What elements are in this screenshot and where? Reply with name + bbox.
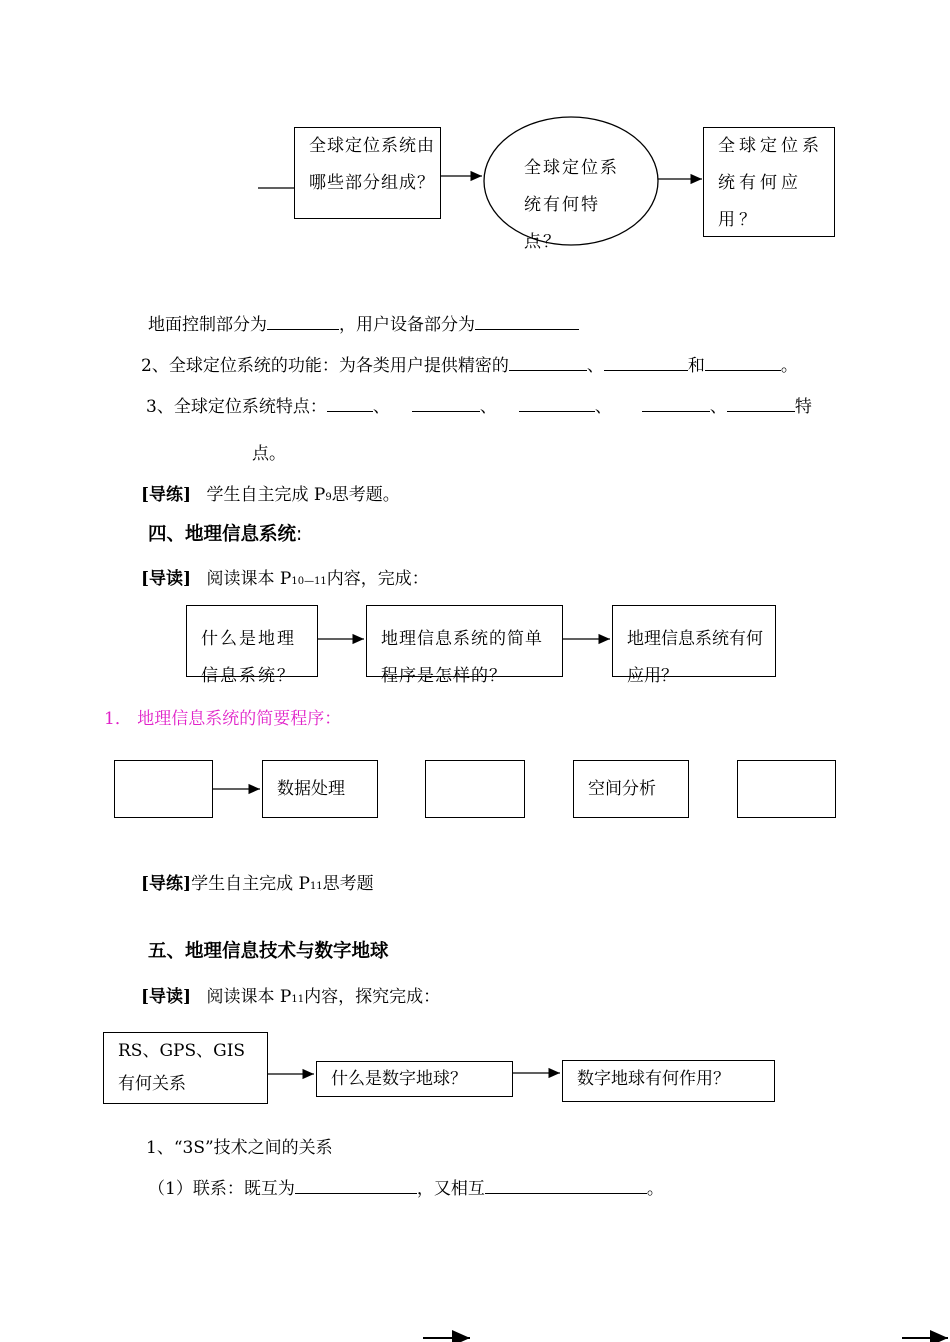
guide-read-2: [导读] 阅读课本 P11内容，探究完成： [141, 987, 441, 1007]
guide-practice-1: [导练] 学生自主完成 P9思考题。 [141, 485, 400, 505]
gps-components-box [294, 127, 441, 219]
blank-field[interactable] [604, 353, 688, 371]
gis-procedure-box: 地理信息系统的简单程序是怎样的？ [366, 605, 563, 677]
gps-applications-box [703, 127, 835, 237]
blank-field[interactable] [727, 394, 795, 412]
gis-step-5-box [737, 760, 836, 818]
gps-components-text: 全球定位系统由哪些部分组成？ [309, 136, 435, 193]
blank-field[interactable] [519, 394, 595, 412]
guide-read-1: [导读] 阅读课本 P10—11内容，完成： [141, 569, 429, 589]
features-line-wrap: 点。 [252, 444, 286, 464]
blank-field[interactable] [327, 394, 373, 412]
what-is-digital-earth-box: 什么是数字地球？ [316, 1061, 513, 1097]
blank-field[interactable] [705, 353, 781, 371]
blank-field[interactable] [295, 1176, 417, 1194]
blank-field[interactable] [267, 312, 339, 330]
blank-field[interactable] [412, 394, 480, 412]
guide-practice-2: [导练]学生自主完成 P11思考题 [141, 874, 374, 894]
section-4-title: 四、地理信息系统: [148, 524, 303, 545]
gis-applications-box: 地理信息系统有何应用？ [612, 605, 776, 677]
ground-control-line: 地面控制部分为 ，用户设备部分为 [148, 310, 579, 335]
3s-relation-title: 1、“3S”技术之间的关系 [146, 1138, 333, 1158]
what-is-gis-box: 什么是地理信息系统？ [186, 605, 318, 677]
gis-step-3-box [425, 760, 525, 818]
gis-step-4-box: 空间分析 [573, 760, 689, 818]
blank-field[interactable] [475, 312, 579, 330]
digital-earth-role-box: 数字地球有何作用？ [562, 1060, 775, 1102]
blank-field[interactable] [509, 353, 587, 371]
blank-field[interactable] [642, 394, 710, 412]
gps-features-text: 全球定位系统有何特点？ [524, 158, 619, 252]
blank-field[interactable] [485, 1176, 647, 1194]
features-line: 3、全球定位系统特点： 、 、 、 、 特 [146, 392, 812, 417]
3s-relation-line: （1）联系：既互为 ，又相互 。 [148, 1174, 664, 1199]
function-line: 2、全球定位系统的功能：为各类用户提供精密的 、 和 。 [141, 351, 798, 376]
gis-step-2-box: 数据处理 [262, 760, 378, 818]
3s-relation-box: RS、GPS、GIS 有何关系 [103, 1032, 268, 1104]
gis-steps-title: 1． 地理信息系统的简要程序： [104, 709, 342, 729]
gps-applications-text: 全球定位系统有何应用？ [718, 136, 823, 230]
gis-step-1-box [114, 760, 213, 818]
section-5-title: 五、地理信息技术与数字地球 [148, 941, 389, 962]
